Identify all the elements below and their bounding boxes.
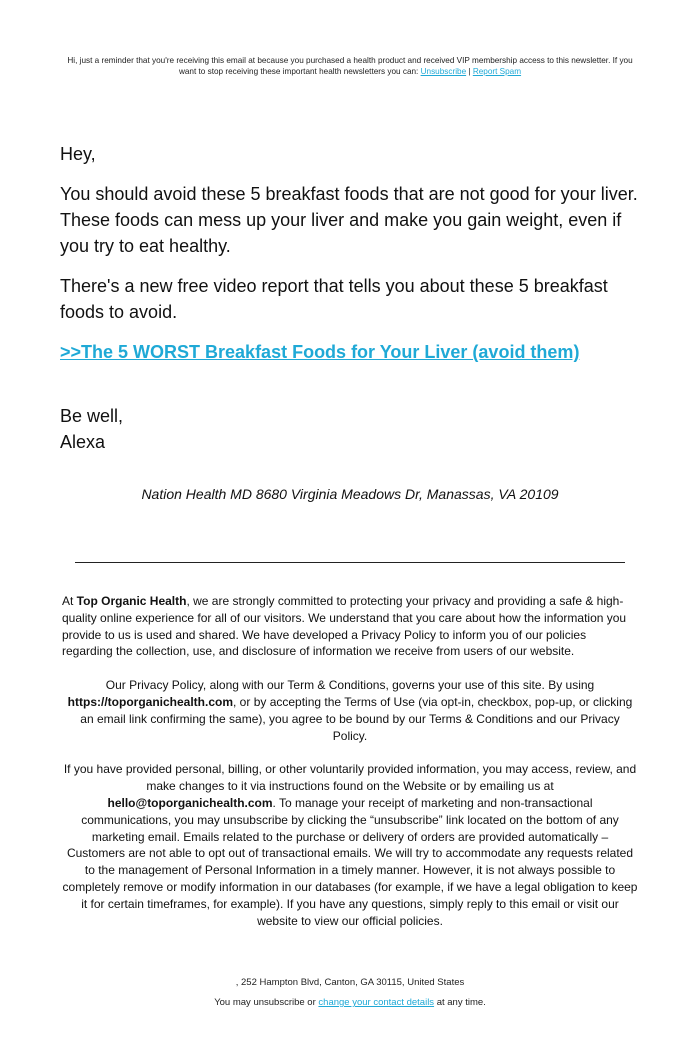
contact-email: hello@toporganichealth.com — [107, 795, 273, 810]
body-paragraph-1: You should avoid these 5 breakfast foods that are not good for your liver. These foods can mess up your liver and make you gain weight, even if you try to eat healthy. — [60, 184, 638, 256]
signoff-block — [60, 403, 650, 455]
policy-paragraph-2: Our Privacy Policy, along with our Term & Conditions, governs your use of this site. By using https://toporganichealth.com, or by accepting the Terms of Use (via opt-in, checkbox, pop-up, or clicking an email link confirming the same), you agree to be bound by our Terms & Conditions and our Privacy Policy. — [67, 678, 633, 743]
report-spam-link[interactable]: Report Spam — [472, 67, 522, 76]
cta-link[interactable]: >>The 5 WORST Breakfast Foods for Your Liver (avoid them) — [60, 342, 580, 362]
change-contact-details-link[interactable]: change your contact details — [318, 997, 435, 1008]
footer-address: , 252 Hampton Blvd, Canton, GA 30115, United States — [235, 977, 465, 988]
site-url: https://toporganichealth.com — [67, 694, 234, 709]
footer-unsubscribe: You may unsubscribe or change your contact details at any time. — [214, 997, 486, 1008]
policy-paragraph-3: If you have provided personal, billing, or other voluntarily provided information, you may access, review, and make changes to it via instructions found on the Website or by emailing us at hello@toporganichealth.com. To manage your receipt of marketing and non-transactional communications, you may unsubscribe by clicking the “unsubscribe” link located on the bottom of any marketing email. Emails related to the purchase or delivery of orders are provided automatically – Customers are not able to opt out of transactional emails. We will try to accommodate any requests related to the management of Personal Information in a timely manner. However, it is not always possible to completely remove or modify information in our databases (for example, if we have a legal obligation to keep it for certain timeframes, for example). If you have any questions, simply reply to this email or visit our website to view our official policies. — [62, 762, 638, 928]
signoff: Be well, — [60, 406, 124, 426]
sender-address: Nation Health MD 8680 Virginia Meadows Dr, Manassas, VA 20109 — [141, 486, 559, 502]
body-paragraph-2: There's a new free video report that tells you about these 5 breakfast foods to avoid. — [60, 276, 608, 322]
greeting: Hey, — [60, 144, 96, 164]
brand-name: Top Organic Health — [76, 594, 187, 608]
top-notice — [60, 55, 640, 77]
signature: Alexa — [60, 432, 106, 452]
policy-paragraph-1: At Top Organic Health, we are strongly committed to protecting your privacy and providing a safe & high-quality online experience for all of our visitors. We understand that you care about how the information you provide to us is used and shared. We have developed a Privacy Policy to inform you of our policies regarding the collection, use, and disclosure of information we receive from users of our website. — [62, 594, 627, 659]
notice-separator: | — [466, 67, 473, 76]
unsubscribe-link[interactable]: Unsubscribe — [420, 67, 467, 76]
notice-text: Hi, just a reminder that you're receiving this email at because you purchased a health product and received VIP membership access to this newsletter. If you want to stop receiving these important health newsletters you can: — [67, 56, 633, 76]
privacy-policy — [62, 593, 638, 946]
divider — [75, 562, 625, 563]
email-body — [60, 141, 650, 455]
